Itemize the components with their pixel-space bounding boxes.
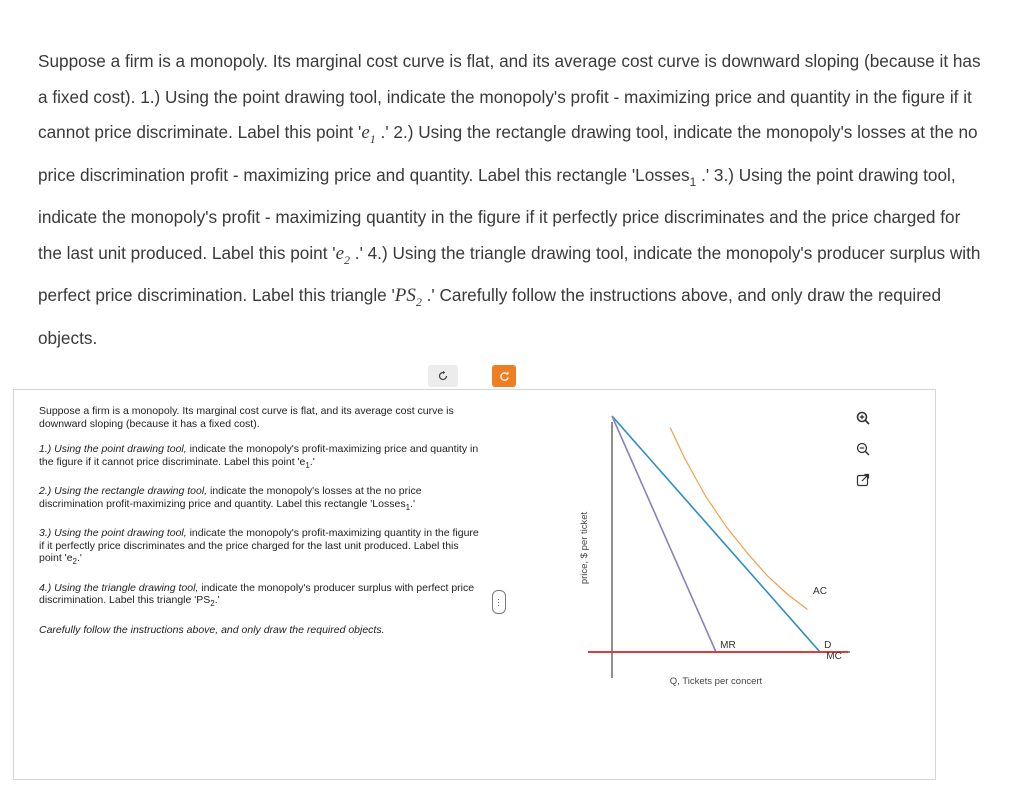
zoom-in-button[interactable]: [852, 408, 874, 428]
zoom-out-button[interactable]: [852, 439, 874, 459]
ps2-label: $PS_2$: [394, 285, 422, 309]
instruction-step-4: 4.) Using the triangle drawing tool, indicate the monopoly's producer surplus with perfect price discrimination. Label this triangle '$PS_2$.': [39, 581, 475, 609]
e1-label: $e_1$: [361, 122, 376, 146]
d-curve: [612, 416, 820, 652]
zoom-out-icon: [856, 442, 870, 456]
instructions-closing: Carefully follow the instructions above, and only draw the required objects.: [39, 623, 385, 636]
panel-divider-handle[interactable]: ⋯: [492, 590, 506, 614]
expand-button[interactable]: [852, 470, 874, 490]
mr-label: MR: [720, 640, 736, 651]
instruction-step-3: 3.) Using the point drawing tool, indicate the monopoly's profit-maximizing quantity in the figure if it perfectly price discriminates and the price charged for the last unit produced. Label this point '$e_2$.': [39, 527, 479, 567]
expand-icon: [856, 473, 870, 487]
x-axis-label: Q, Tickets per concert: [669, 676, 763, 687]
mc-label: MC: [826, 651, 842, 662]
d-label: D: [824, 640, 832, 651]
mr-curve: [612, 416, 716, 652]
ac-curve: [670, 428, 807, 610]
ac-label: AC: [813, 586, 827, 597]
instructions-intro: Suppose a firm is a monopoly. Its marginal cost curve is flat, and its average cost curve is downward sloping (because it has a fixed cost).: [39, 405, 454, 430]
e2-label: $e_2$: [335, 242, 351, 267]
zoom-in-icon: [856, 411, 870, 425]
instruction-step-1: 1.) Using the point drawing tool, indicate the monopoly's profit-maximizing price and quantity in the figure if it cannot price discriminate. Label this point '$e_1$.': [39, 443, 479, 470]
instruction-step-2: 2.) Using the rectangle drawing tool, indicate the monopoly's losses at the no price discrimination profit-maximizing price and quantity. Label this rectangle 'Losses$_1$.': [39, 485, 422, 512]
zoom-toolbar: [852, 408, 874, 501]
y-axis-label: price, $ per ticket: [579, 511, 590, 585]
question-text: Suppose a firm is a monopoly. Its marginal cost curve is flat, and its average cost curve is downward sloping (because it has a fixed cost). 1.) Using the point drawing tool, indicate the monopoly's profit - maximizing price and quantity in the figure if it cannot price discriminate. Label this point '$e_1$ .' 2.) Using the rectangle drawing tool, indicate the monopoly's losses at the no price discrimination profit - maximizing price and quantity. Label this rectangle 'Losses$_1$ .' 3.) Using the point drawing tool, indicate the monopoly's profit - maximizing quantity in the figure if it perfectly price discriminates and the price charged for the last unit produced. Label this point '$e_2$ .' 4.) Using the triangle drawing tool, indicate the monopoly's producer surplus with perfect price discrimination. Label this triangle '$PS_2$ .' Carefully follow the instructions above, and only draw the required objects.: [38, 51, 981, 348]
